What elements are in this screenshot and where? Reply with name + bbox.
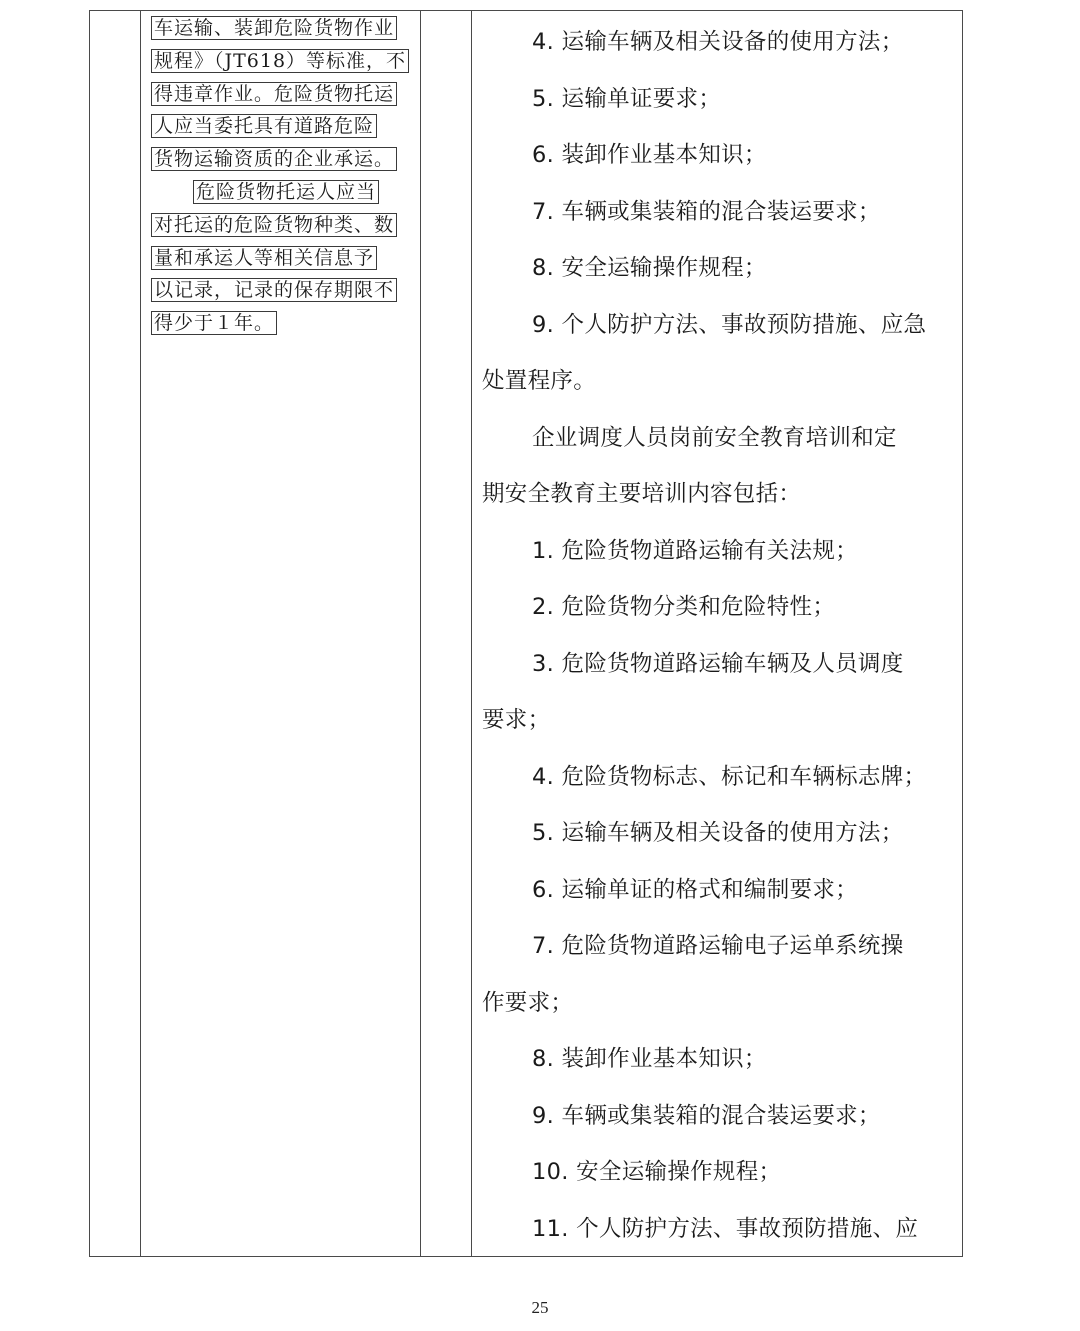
column-divider (140, 11, 141, 1256)
right-line: 7. 危险货物道路运输电子运单系统操 (532, 933, 904, 959)
right-line: 6. 装卸作业基本知识； (532, 142, 767, 168)
right-line: 2. 危险货物分类和危险特性； (532, 594, 836, 620)
left-line: 货物运输资质的企业承运。 (151, 144, 419, 177)
right-line: 5. 运输车辆及相关设备的使用方法； (532, 820, 904, 846)
left-line: 对托运的危险货物种类、数 (151, 210, 419, 243)
right-line: 7. 车辆或集装箱的混合装运要求； (532, 198, 881, 225)
right-line: 9. 车辆或集装箱的混合装运要求； (532, 1102, 881, 1129)
right-line: 11. 个人防护方法、事故预防措施、应 (532, 1215, 919, 1242)
left-line: 车运输、装卸危险货物作业 (151, 13, 419, 46)
left-text-column (151, 13, 419, 341)
right-line: 作要求； (482, 989, 574, 1016)
left-line: 量和承运人等相关信息予 (151, 243, 419, 276)
right-line: 6. 运输单证的格式和编制要求； (532, 876, 858, 903)
column-divider (471, 11, 472, 1256)
left-line: 危险货物托运人应当 (151, 177, 419, 210)
right-line: 处置程序。 (482, 368, 597, 394)
right-line: 4. 运输车辆及相关设备的使用方法； (532, 29, 904, 55)
right-line: 4. 危险货物标志、标记和车辆标志牌； (532, 763, 927, 790)
document-table (89, 10, 963, 1257)
right-line: 要求； (482, 707, 551, 733)
right-line: 期安全教育主要培训内容包括： (482, 481, 802, 507)
page-number: 25 (531, 1298, 549, 1317)
right-line: 9. 个人防护方法、事故预防措施、应急 (532, 311, 927, 338)
right-line: 5. 运输单证要求； (532, 85, 722, 112)
left-line: 得少于１年。 (151, 308, 419, 341)
right-line: 10. 安全运输操作规程； (532, 1159, 782, 1185)
right-line: 8. 装卸作业基本知识； (532, 1046, 767, 1072)
left-line: 人应当委托具有道路危险 (151, 111, 419, 144)
left-line: 以记录，记录的保存期限不 (151, 275, 419, 308)
left-line: 规程》（JT618）等标准，不 (151, 46, 419, 79)
right-line: 1. 危险货物道路运输有关法规； (532, 537, 858, 564)
right-text-column (482, 26, 958, 1269)
right-line: 3. 危险货物道路运输车辆及人员调度 (532, 650, 904, 677)
right-line: 企业调度人员岗前安全教育培训和定 (532, 424, 897, 451)
column-divider (420, 11, 421, 1256)
right-line: 8. 安全运输操作规程； (532, 255, 767, 281)
left-line: 得违章作业。危险货物托运 (151, 79, 419, 112)
